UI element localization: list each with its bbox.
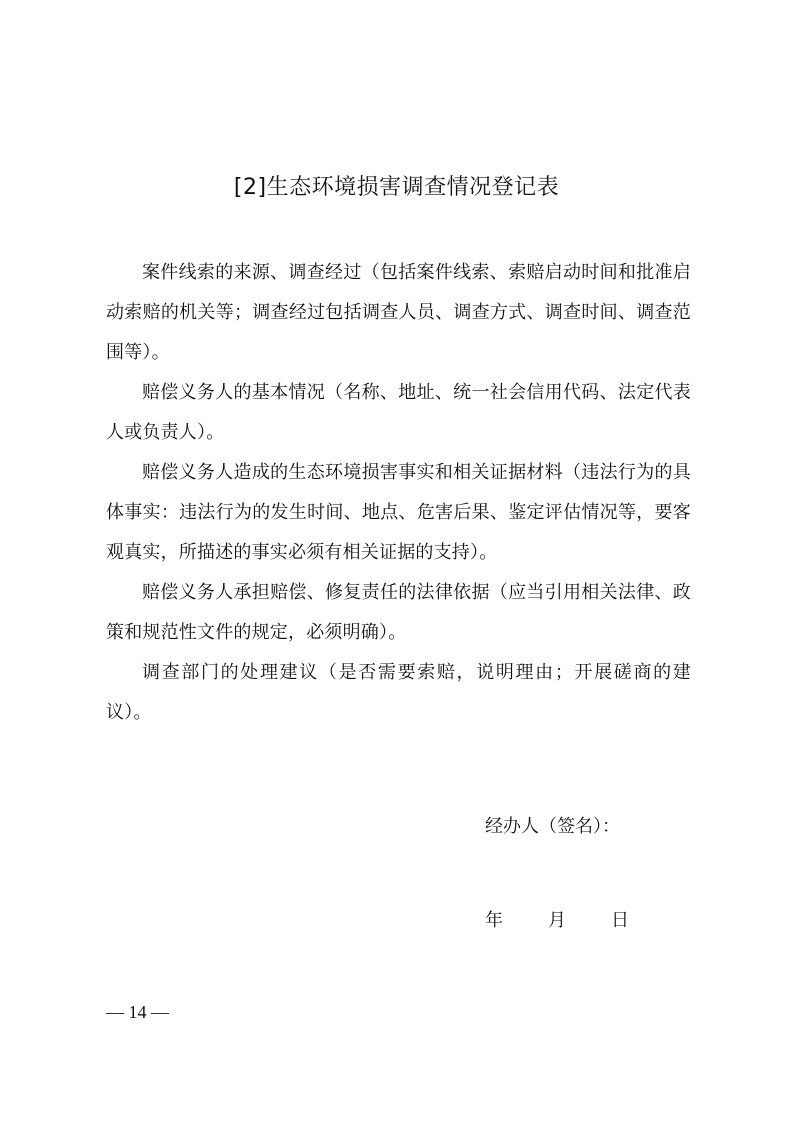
paragraph-damage-facts: 赔偿义务人造成的生态环境损害事实和相关证据材料（违法行为的具体事实：违法行为的发生时间、地点、危害后果、鉴定评估情况等，要客观真实，所描述的事实必须有相关证据的支持）。 [106,462,691,563]
document-body [106,253,691,733]
document-title: [2]生态环境损害调查情况登记表 [233,175,560,200]
paragraph-recommendation: 调查部门的处理建议（是否需要索赔，说明理由；开展磋商的建议）。 [106,662,691,723]
date-day-label: 日 [611,910,629,931]
paragraph-case-source: 案件线索的来源、调查经过（包括案件线索、索赔启动时间和批准启动索赔的机关等；调查经过包括调查人员、调查方式、调查时间、调查范围等）。 [106,262,691,363]
paragraph-obligor-info: 赔偿义务人的基本情况（名称、地址、统一社会信用代码、法定代表人或负责人）。 [106,382,691,443]
date-month-label: 月 [548,910,566,931]
page-number: — 14 — [106,1002,169,1022]
signature-label: 经办人（签名）： [485,816,620,837]
paragraph-legal-basis: 赔偿义务人承担赔偿、修复责任的法律依据（应当引用相关法律、政策和规范性文件的规定，必须明确）。 [106,582,691,643]
date-line [485,906,629,936]
date-year-label: 年 [485,910,503,931]
